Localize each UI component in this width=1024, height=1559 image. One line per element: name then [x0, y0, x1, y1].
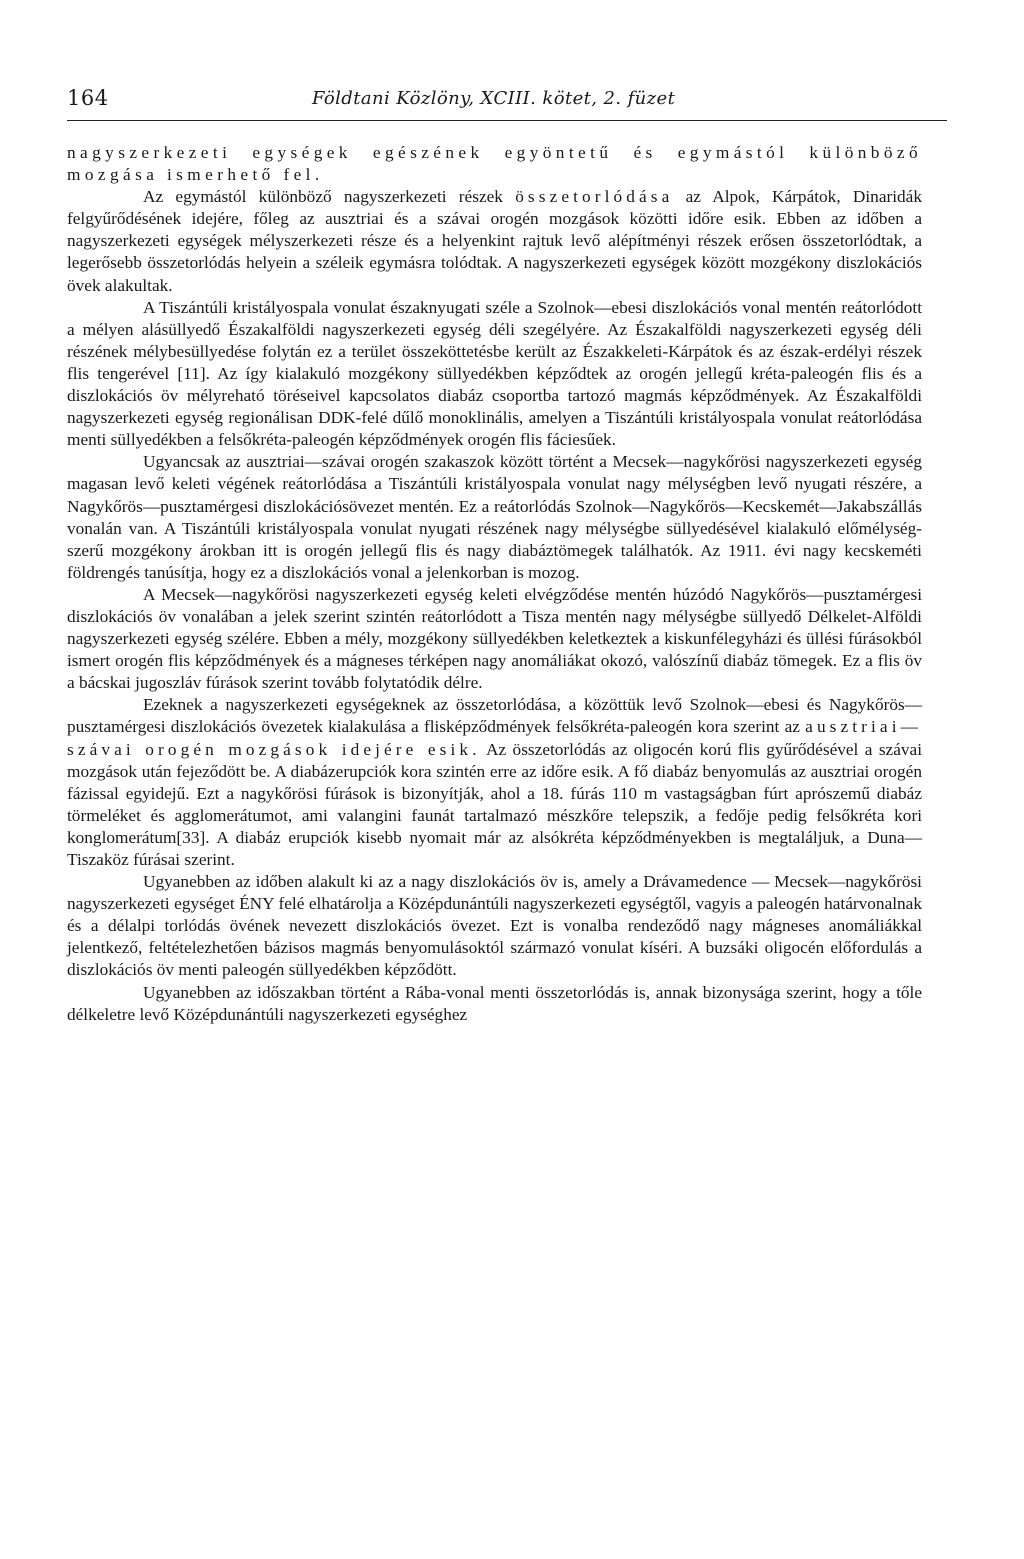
paragraph-text: Az egymástól különböző nagyszerkezeti részek — [143, 187, 516, 207]
page-number: 164 — [67, 86, 109, 110]
paragraph-text: az Alpok, Kárpátok, Dinaridák felgyűrődésének idejére, főleg az ausztriai és a szávai orogén mozgások közötti időre esik. Ebben az időben a nagyszerkezeti egységek mélyszerkezeti része és a helyenkint rajtuk levő alépítményi részek erősen összetorlódtak, a legerősebb összetorlódás helyein a széleik egymásra tolódtak. A nagyszerkezeti egységek között mozgékony diszlokációs övek alakultak. — [67, 187, 922, 295]
paragraph-8: Ugyanebben az időszakban történt a Rába-vonal menti összetorlódás is, annak bizonysága szerint, hogy a tőle délkeletre levő Középdunántúli nagyszerkezeti egységhez — [67, 982, 922, 1024]
emphasized-text: összetorlódása — [515, 187, 674, 207]
paragraph-1 — [67, 142, 922, 186]
article-body — [67, 142, 922, 1026]
paragraph-text: Az összetorlódás az oligocén korú flis gyűrődésével a szávai mozgások után fejeződött be. A diabázerupciók kora szintén erre az időre esik. A fő diabáz benyomulás az ausztriai orogén fázissal egyidejű. Ezt a nagykőrösi fúrások is bizonyítják, ahol a 18. fúrás 110 m vastagságban fúrt aprószemű diabáz törmeléket és agglomerátumot, ami valangini faunát tartalmazó mészkőre telepszik, a fedője pedig felsőkréta kori konglomerátum[33]. A diabáz erupciók kisebb nyomait már az alsókréta képződményekben is megtaláljuk, a Duna—Tiszaköz fúrásai szerint. — [67, 739, 922, 869]
emphasized-text: ausztriai—szávai orogén mozgások idejére esik. — [67, 717, 922, 759]
paragraph-5: A Mecsek—nagykőrösi nagyszerkezeti egység keleti elvégződése mentén húzódó Nagykőrös—pusztamérgesi diszlokációs öv vonalában a jelek szerint szintén reátorlódott a Tisza mentén nagy mélységbe süllyedő Délkelet-Alföldi nagyszerkezeti egység szélére. Ebben a mély, mozgékony süllyedékben keletkeztek a kiskunfélegyházi és üllési fúrásokból ismert orogén flis képződmények és a mágneses térképen nagy anomáliákat okozó, valószínű diabáz tömegek. Ez a flis öv a bácskai jugoszláv fúrások szerint tovább folytatódik délre. — [67, 584, 922, 693]
paragraph-2 — [67, 186, 922, 296]
paragraph-text: Ezeknek a nagyszerkezeti egységeknek az összetorlódása, a közöttük levő Szolnok—ebesi és Nagykőrös—pusztamérgesi diszlokációs övezetek kialakulása a flisképződmények felsőkréta-paleogén kora szerint az — [67, 695, 922, 737]
paragraph-7: Ugyanebben az időben alakult ki az a nagy diszlokációs öv is, amely a Drávamedence — Mecsek—nagykőrösi nagyszerkezeti egységet ÉNY felé elhatárolja a Középdunántúli nagyszerkezeti egységtől, vagyis a paleogén határvonalnak és a délalpi torlódás övének nevezett diszlokációs övezet. Ezt is vonalba rendeződő nagy mágneses anomáliákkal jelentkező, feltételezhetően bázisos magmás benyomulásoktól származó vonulat kíséri. A buzsáki oligocén előfordulás a diszlokációs öv menti paleogén süllyedékben képződött. — [67, 872, 922, 980]
paragraph-3: A Tiszántúli kristályospala vonulat északnyugati széle a Szolnok—ebesi diszlokációs vonal mentén reátorlódott a mélyen alásüllyedő Északalföldi nagyszerkezeti egység déli szegélyére. Az Északalföldi nagyszerkezeti egység déli részének mélybesüllyedése folytán ez a terület összeköttetésbe került az Északkeleti-Kárpátok és az észak-erdélyi részek flis tengerével [11]. Az így kialakuló mozgékony süllyedékben képződtek az orogén jellegű kréta-paleogén flis és a diszlokációs öv mélyreható töréseivel kapcsolatos diabáz csoportba tartozó magmás képződmények. Az Északalföldi nagyszerkezeti egység regionálisan DDK-felé dűlő monoklinális, amelyen a Tiszántúli kristályospala vonulat reátorlódása menti süllyedékben a felsőkréta-paleogén képződmények orogén flis fáciesűek. — [67, 297, 922, 450]
page-header — [67, 86, 947, 121]
running-title: Földtani Közlöny, XCIII. kötet, 2. füzet — [312, 88, 676, 109]
paragraph-6 — [67, 694, 922, 871]
paragraph-4: Ugyancsak az ausztriai—szávai orogén szakaszok között történt a Mecsek—nagykőrösi nagyszerkezeti egység magasan levő keleti végének reátorlódása a Tiszántúli kristályospala vonulat nagy mélységben levő nyugati részére, a Nagykőrös—pusztamérgesi diszlokációsövezet mentén. Ez a reátorlódás Szolnok—Nagykőrös—Kecskemét—Jakabszállás vonalán van. A Tiszántúli kristályospala vonulat nyugati részének nagy mélységbe süllyedésével kialakuló előmélység-szerű mozgékony árokban itt is orogén jellegű flis és nagy diabáztömegek találhatók. Az 1911. évi nagy kecskeméti földrengés tanúsítja, hogy ez a diszlokációs vonal a jelenkorban is mozog. — [67, 452, 922, 582]
emphasized-text: nagyszerkezeti egységek egészének egyöntetű és egymástól különböző mozgása ismerhető fel. — [67, 143, 922, 185]
